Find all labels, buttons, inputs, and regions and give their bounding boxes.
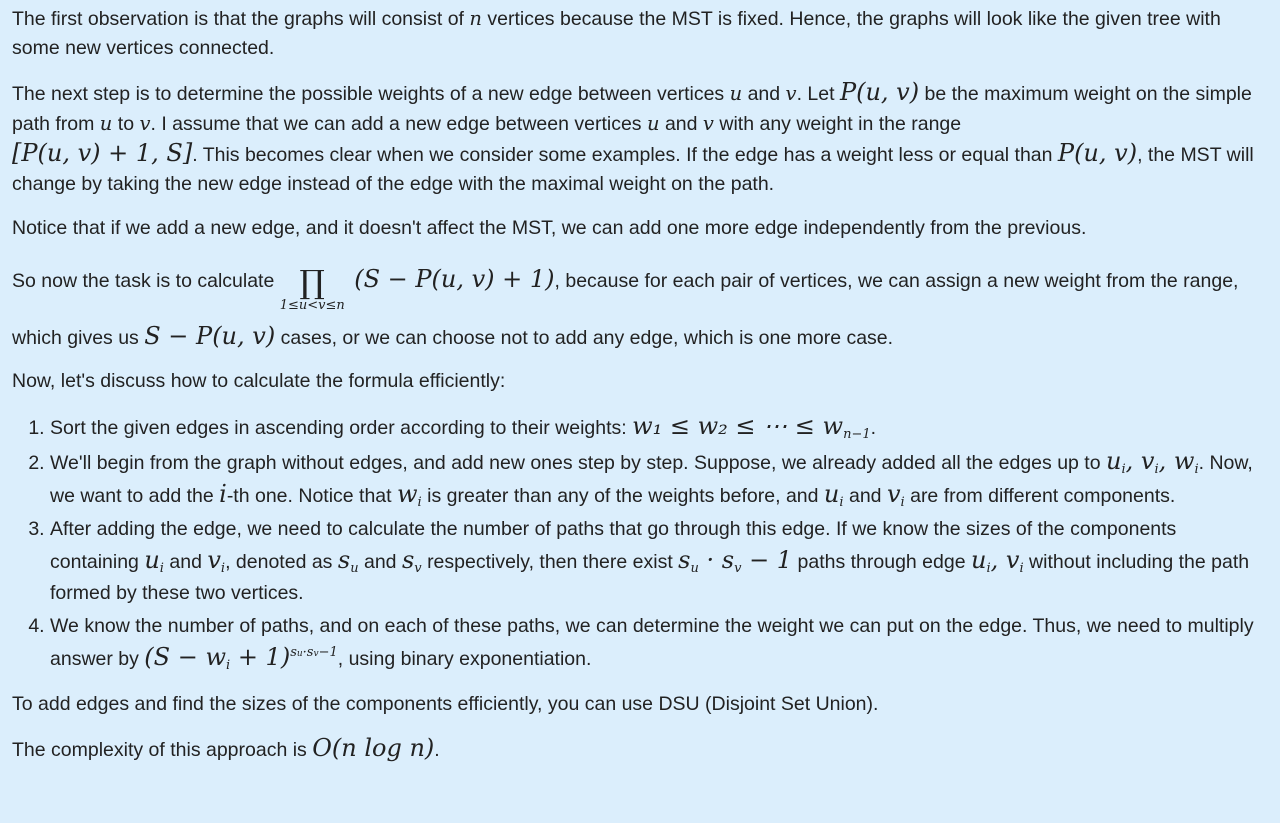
list-item: 2. We'll begin from the graph without edges, and add new ones step by step. Suppose, we already added all the edges up to $u_i$, $v_i$, $w_i$. Now, we want to add the i-th one. Notice that $w_i$ is greater than any of the weights before, and $u_i$ and $v_i$ are from different components.: [50, 446, 1268, 512]
math-product: [279, 263, 345, 315]
math-n: n: [469, 7, 482, 30]
steps-list: [12, 411, 1268, 675]
paragraph-discuss: Now, let's discuss how to calculate the formula efficiently:: [12, 370, 506, 392]
list-item: 1. Sort the given edges in ascending order according to their weights: w₁ ≤ w₂ ≤ ⋯ ≤ $w_{n-1}$.: [50, 411, 1268, 444]
paragraph-observation: The first observation is that the graphs will consist of n vertices because the MST is fixed. Hence, the graphs will look like the given tree with some new vertices connected.: [12, 7, 1221, 59]
product-symbol: ∏: [299, 263, 325, 301]
math-cases: S − P(u, v): [144, 322, 276, 350]
math-range: [P(u, v) + 1, S]: [12, 139, 193, 167]
math-puv: P(u, v): [839, 78, 920, 106]
list-item: 3. After adding the edge, we need to calculate the number of paths that go through this edge. If we know the sizes of the components containing $u_i$ and $v_i$, denoted as $s_u$ and $s_v$ respectively, then there exist $s_u \cdot s_v - 1$ paths through edge $u_i$, $v_i$ without including the path formed by these two vertices.: [50, 514, 1268, 609]
paragraph-dsu: To add edges and find the sizes of the components efficiently, you can use DSU (Disjoint Set Union).: [12, 693, 879, 715]
math-weights-order: w₁ ≤ w₂ ≤ ⋯ ≤ $w_{n-1}$: [632, 412, 871, 442]
list-item: 4. We know the number of paths, and on each of these paths, we can determine the weight we can put on the edge. Thus, we need to multiply answer by $(S - w_i + 1)^{su\cdot sv-1}$, using binary exponentiation.: [50, 611, 1268, 675]
paragraph-task: So now the task is to calculate ∏ 1≤u<v≤n (S − P(u, v) + 1), because for each pair of vertices, we can assign a new weight from the range, which gives us S − P(u, v) cases, or we can choose not to add any edge, which is one more case.: [12, 263, 1239, 350]
math-power-expr: $(S - w_i + 1)^{su\cdot sv-1}$: [144, 643, 338, 673]
paragraph-complexity: The complexity of this approach is O(n log n).: [12, 734, 440, 762]
math-complexity: O(n log n): [312, 734, 435, 762]
product-subscript: 1≤u<v≤n: [279, 298, 345, 313]
paragraph-weights: The next step is to determine the possible weights of a new edge between vertices u and v. Let P(u, v) be the maximum weight on the simple path from u to v. I assume that we can add a new edge between vertices u and v with any weight in the range [P(u, v) + 1, S]. This becomes clear when we consider some examples. If the edge has a weight less or equal than P(u, v), the MST will change by taking the new edge instead of the edge with the maximal weight on the path.: [12, 78, 1254, 195]
paragraph-independence: Notice that if we add a new edge, and it doesn't affect the MST, we can add one more edge independently from the previous.: [12, 217, 1087, 239]
math-product-expr: (S − P(u, v) + 1): [354, 265, 555, 293]
